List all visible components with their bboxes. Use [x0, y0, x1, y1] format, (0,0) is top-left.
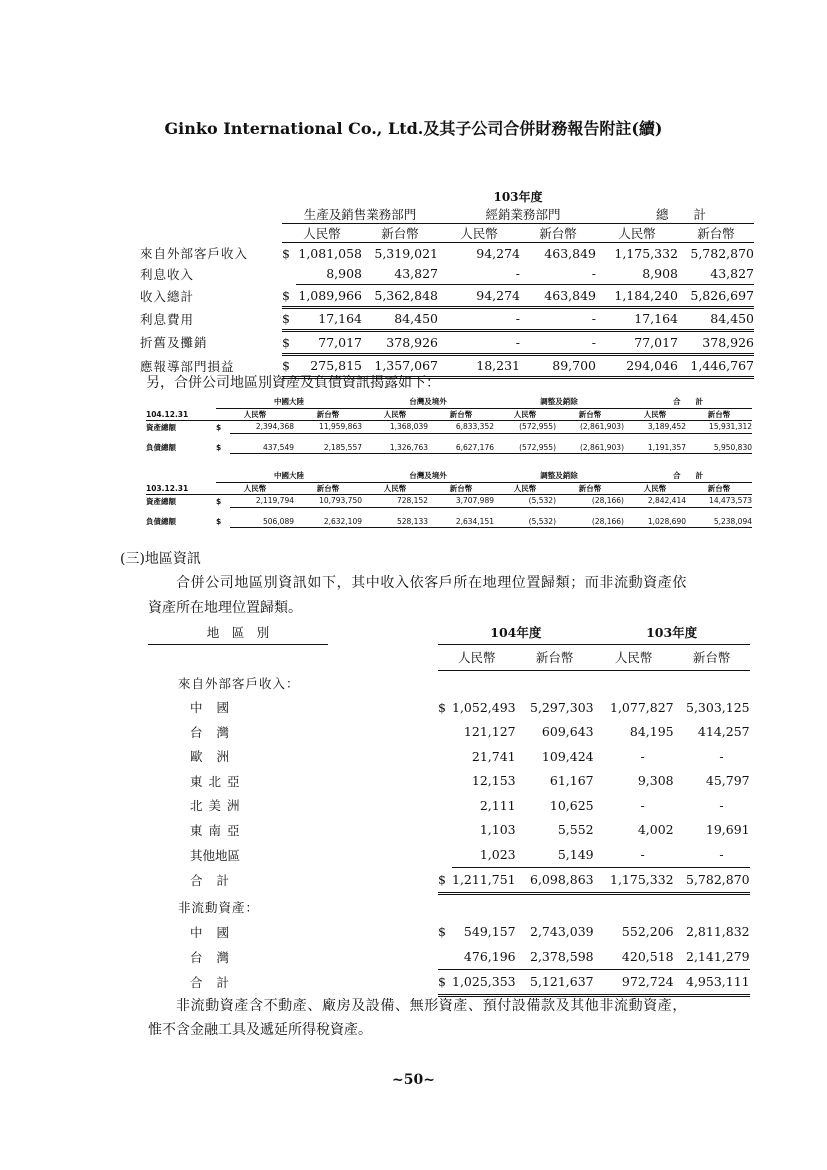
cell-value: 5,552 [557, 822, 594, 838]
cell-value: 972,724 [594, 969, 674, 996]
dollar-sign [438, 818, 452, 843]
cell-value: 476,196 [452, 944, 516, 969]
currency-header: 新台幣 [556, 482, 624, 495]
cell-value: 121,127 [463, 724, 516, 740]
cell-value: 5,297,303 [530, 699, 594, 715]
cell-value: 12,153 [471, 773, 516, 789]
currency-header: 新台幣 [686, 408, 752, 421]
currency-header: 人民幣 [216, 482, 294, 495]
region-column-header: 地 區 別 [148, 620, 328, 645]
region-date: 104.12.31 [146, 408, 216, 421]
cell-value: 2,632,109 [294, 516, 362, 528]
cell-value: 275,815 [296, 354, 362, 378]
cell-value: 420,518 [594, 944, 674, 969]
cell-value: 2,743,039 [530, 924, 594, 940]
dollar-sign: $ [216, 517, 222, 526]
page-number: ~50~ [392, 1072, 435, 1088]
dollar-sign [438, 720, 452, 745]
cell-value: (5,532) [494, 516, 556, 528]
row-label: 合計 [190, 873, 244, 889]
cell-value: 1,023 [452, 842, 516, 867]
cell-value: 3,707,989 [428, 495, 494, 508]
cell-value: 2,111 [479, 797, 516, 813]
cell-value: 84,450 [362, 307, 438, 331]
cell-value: 1,326,763 [362, 442, 428, 454]
currency-header: 新台幣 [428, 408, 494, 421]
segment-table [140, 188, 754, 379]
cell-value: 1,357,067 [362, 354, 438, 378]
region-group: 調整及銷除 [494, 470, 624, 482]
row-label: 來自外部客戶收入 [140, 246, 249, 261]
cell-value: (572,955) [494, 442, 556, 454]
cell-value: 6,098,863 [516, 867, 594, 894]
cell-value: (2,861,903) [556, 442, 624, 454]
row-label: 中國 [190, 700, 244, 716]
region-group: 台灣及境外 [362, 470, 494, 482]
table-row [148, 793, 750, 818]
cell-value: 11,959,863 [294, 421, 362, 434]
year-header: 104年度 [438, 620, 594, 645]
cell-value: 1,211,751 [452, 867, 516, 894]
cell-value: - [640, 797, 645, 813]
cell-value: 506,089 [230, 516, 294, 528]
section-paragraph-cont: 資產所在地理位置歸類。 [148, 600, 302, 616]
cell-value: 4,002 [637, 822, 674, 838]
cell-value: 378,926 [678, 331, 754, 355]
table-row [148, 695, 750, 720]
cell-value: 17,164 [596, 307, 678, 331]
cell-value: 1,184,240 [596, 285, 678, 308]
currency-header: 人民幣 [362, 482, 428, 495]
cell-value: - [520, 331, 596, 355]
cell-value: 2,378,598 [516, 944, 594, 969]
currency-header: 新台幣 [674, 645, 750, 671]
table-row [148, 720, 750, 745]
cell-value: 1,052,493 [452, 699, 516, 715]
cell-value: 14,473,573 [686, 495, 752, 508]
cell-value: - [640, 748, 645, 764]
cell-value: 294,046 [596, 354, 678, 378]
year-header: 103年度 [594, 620, 750, 645]
cell-value: 5,149 [516, 842, 594, 867]
cell-value: (2,861,903) [556, 421, 624, 434]
cell-value: 84,195 [629, 724, 674, 740]
currency-header: 人民幣 [438, 645, 516, 671]
dollar-sign [438, 769, 452, 794]
currency-header: 新台幣 [516, 645, 594, 671]
row-label: 應報導部門損益 [140, 358, 235, 374]
dollar-sign: $ [216, 422, 222, 432]
cell-value: 43,827 [362, 264, 438, 285]
region-group: 合 計 [624, 470, 752, 482]
cell-value: 1,077,827 [610, 699, 674, 715]
table-row [140, 285, 754, 308]
row-label: 負債總額 [146, 443, 176, 452]
cell-value: - [674, 842, 750, 867]
segment-year: 103年度 [493, 190, 543, 204]
cell-value: 5,362,848 [362, 285, 438, 308]
cell-value: (5,532) [494, 495, 556, 508]
cell-value: - [520, 264, 596, 285]
cell-value: 19,691 [705, 822, 750, 838]
row-label: 利息收入 [140, 267, 195, 282]
cell-value: 5,826,697 [678, 285, 754, 308]
row-label: 合計 [190, 975, 244, 991]
table-row [146, 495, 752, 508]
currency-header: 人民幣 [216, 408, 294, 421]
table-row [148, 944, 750, 969]
row-label: 東南亞 [190, 822, 246, 838]
cell-value: 15,931,312 [686, 421, 752, 434]
table-row [148, 769, 750, 794]
table-row [148, 744, 750, 769]
table-row [140, 331, 754, 355]
currency-header: 新台幣 [686, 482, 752, 495]
row-label: 東北亞 [190, 773, 246, 789]
row-label: 中國 [190, 924, 244, 940]
row-label: 負債總額 [146, 517, 176, 526]
table-row [148, 867, 750, 894]
cell-value: (28,166) [556, 516, 624, 528]
cell-value: 528,133 [362, 516, 428, 528]
region-group: 調整及銷除 [494, 396, 624, 408]
cell-value: - [719, 797, 724, 813]
asset-heading: 非流動資產： [178, 899, 260, 915]
cell-value: 43,827 [678, 264, 754, 285]
cell-value: 77,017 [596, 331, 678, 355]
cell-value: 1,446,767 [678, 354, 754, 378]
row-label: 台灣 [190, 949, 244, 965]
dollar-sign: $ [282, 331, 296, 355]
table-row [140, 243, 754, 264]
cell-value: 77,017 [296, 331, 362, 355]
cell-value: 8,908 [596, 264, 678, 285]
currency-header: 新台幣 [678, 224, 754, 243]
cell-value: - [438, 307, 520, 331]
cell-value: 9,308 [637, 773, 674, 789]
row-label: 資產總額 [146, 496, 176, 506]
cell-value: - [594, 842, 674, 867]
cell-value: 5,303,125 [686, 699, 750, 715]
currency-header: 人民幣 [494, 482, 556, 495]
revenue-heading: 來自外部客戶收入： [178, 675, 300, 691]
table-row [140, 264, 754, 285]
cell-value: 17,164 [296, 307, 362, 331]
dollar-sign [438, 793, 452, 818]
dollar-sign [438, 842, 452, 867]
cell-value: 1,368,039 [362, 421, 428, 434]
cell-value: 89,700 [520, 354, 596, 378]
table-row [140, 307, 754, 331]
cell-value: - [438, 264, 520, 285]
table-row [146, 516, 752, 528]
cell-value: 437,549 [230, 442, 294, 454]
currency-header: 人民幣 [282, 224, 362, 243]
dollar-sign [438, 744, 452, 769]
cell-value: 552,206 [621, 924, 674, 940]
cell-value: 2,842,414 [624, 495, 686, 508]
cell-value: 109,424 [541, 748, 594, 764]
region-table-103 [146, 470, 752, 528]
cell-value: 61,167 [549, 773, 594, 789]
dollar-sign: $ [216, 496, 222, 506]
region-table-104 [146, 396, 752, 454]
cell-value: 1,081,058 [298, 245, 362, 261]
region-group: 合 計 [624, 396, 752, 408]
row-label: 折舊及攤銷 [140, 335, 208, 351]
cell-value: 21,741 [471, 748, 516, 764]
footnote-line1: 非流動資產含不動產、廠房及設備、無形資產、預付設備款及其他非流動資產， [176, 998, 687, 1014]
cell-value: 8,908 [296, 264, 362, 285]
segment-group: 總 計 [596, 205, 754, 224]
cell-value: 549,157 [463, 924, 516, 940]
currency-header: 人民幣 [494, 408, 556, 421]
table-row [146, 421, 752, 434]
dollar-sign: $ [438, 969, 452, 996]
cell-value: 4,953,111 [674, 969, 750, 996]
currency-header: 新台幣 [556, 408, 624, 421]
cell-value: 94,274 [476, 245, 520, 261]
table-row [146, 442, 752, 454]
region-date: 103.12.31 [146, 482, 216, 495]
cell-value: 2,141,279 [674, 944, 750, 969]
currency-header: 新台幣 [294, 482, 362, 495]
row-label: 資產總額 [146, 422, 176, 432]
cell-value: 94,274 [438, 285, 520, 308]
cell-value: 1,191,357 [624, 442, 686, 454]
cell-value: 414,257 [697, 724, 750, 740]
currency-header: 人民幣 [624, 482, 686, 495]
cell-value: 1,175,332 [594, 867, 674, 894]
cell-value: (28,166) [556, 495, 624, 508]
cell-value: 609,643 [541, 724, 594, 740]
cell-value: 463,849 [544, 245, 596, 261]
region-group: 中國大陸 [216, 396, 362, 408]
cell-value: 3,189,452 [624, 421, 686, 434]
dollar-sign: $ [282, 245, 290, 261]
table-row [148, 842, 750, 867]
region-group: 中國大陸 [216, 470, 362, 482]
currency-header: 人民幣 [438, 224, 520, 243]
currency-header: 人民幣 [594, 645, 674, 671]
cell-value: 2,185,557 [294, 442, 362, 454]
cell-value: 6,627,176 [428, 442, 494, 454]
cell-value: 1,025,353 [452, 969, 516, 996]
geographic-table [148, 620, 750, 997]
footnote-line2: 惟不含金融工具及遞延所得稅資產。 [148, 1022, 372, 1038]
page-title: Ginko International Co., Ltd.及其子公司合併財務報告附註(續) [164, 119, 663, 138]
dollar-sign: $ [282, 285, 296, 308]
cell-value: 5,121,637 [516, 969, 594, 996]
dollar-sign [282, 264, 296, 285]
currency-header: 新台幣 [294, 408, 362, 421]
currency-header: 新台幣 [428, 482, 494, 495]
cell-value: 5,782,870 [690, 245, 754, 261]
cell-value: 378,926 [362, 331, 438, 355]
cell-value: 728,152 [362, 495, 428, 508]
cell-value: 6,833,352 [428, 421, 494, 434]
region-intro: 另，合併公司地區別資產及負債資訊揭露如下： [146, 375, 440, 391]
currency-header: 新台幣 [520, 224, 596, 243]
cell-value: 5,238,094 [686, 516, 752, 528]
cell-value: 18,231 [438, 354, 520, 378]
currency-header: 人民幣 [624, 408, 686, 421]
row-label: 歐洲 [190, 749, 244, 765]
currency-header: 新台幣 [362, 224, 438, 243]
cell-value: 84,450 [678, 307, 754, 331]
row-label: 台灣 [190, 724, 244, 740]
dollar-sign: $ [282, 354, 296, 378]
dollar-sign: $ [216, 443, 222, 452]
segment-group: 生產及銷售業務部門 [282, 205, 438, 224]
cell-value: 5,319,021 [374, 245, 438, 261]
row-label: 利息費用 [140, 311, 195, 327]
dollar-sign: $ [438, 867, 452, 894]
currency-header: 人民幣 [362, 408, 428, 421]
dollar-sign: $ [282, 307, 296, 331]
cell-value: 1,089,966 [296, 285, 362, 308]
cell-value: (572,955) [494, 421, 556, 434]
region-group: 台灣及境外 [362, 396, 494, 408]
cell-value: - [719, 748, 724, 764]
cell-value: 2,394,368 [230, 421, 294, 434]
cell-value: 2,811,832 [686, 924, 750, 940]
cell-value: 463,849 [520, 285, 596, 308]
row-label: 其他地區 [190, 847, 241, 863]
row-label: 北美洲 [190, 798, 246, 814]
cell-value: 10,793,750 [294, 495, 362, 508]
cell-value: 2,119,794 [230, 495, 294, 508]
row-label: 收入總計 [140, 288, 195, 304]
dollar-sign: $ [438, 924, 446, 940]
cell-value: 1,103 [479, 822, 516, 838]
cell-value: 1,175,332 [614, 245, 678, 261]
cell-value: 2,634,151 [428, 516, 494, 528]
cell-value: - [438, 331, 520, 355]
table-row [148, 818, 750, 843]
dollar-sign [438, 944, 452, 969]
section-heading: (三)地區資訊 [120, 551, 201, 567]
table-row [148, 969, 750, 996]
section-paragraph: 合併公司地區別資訊如下，其中收入依客戶所在地理位置歸類；而非流動資產依 [176, 575, 687, 591]
currency-header: 人民幣 [596, 224, 678, 243]
cell-value: 5,782,870 [674, 867, 750, 894]
cell-value: 1,028,690 [624, 516, 686, 528]
dollar-sign: $ [438, 699, 446, 715]
segment-group: 經銷業務部門 [438, 205, 596, 224]
table-row [148, 920, 750, 945]
cell-value: - [520, 307, 596, 331]
cell-value: 45,797 [705, 773, 750, 789]
cell-value: 5,950,830 [686, 442, 752, 454]
cell-value: 10,625 [549, 797, 594, 813]
